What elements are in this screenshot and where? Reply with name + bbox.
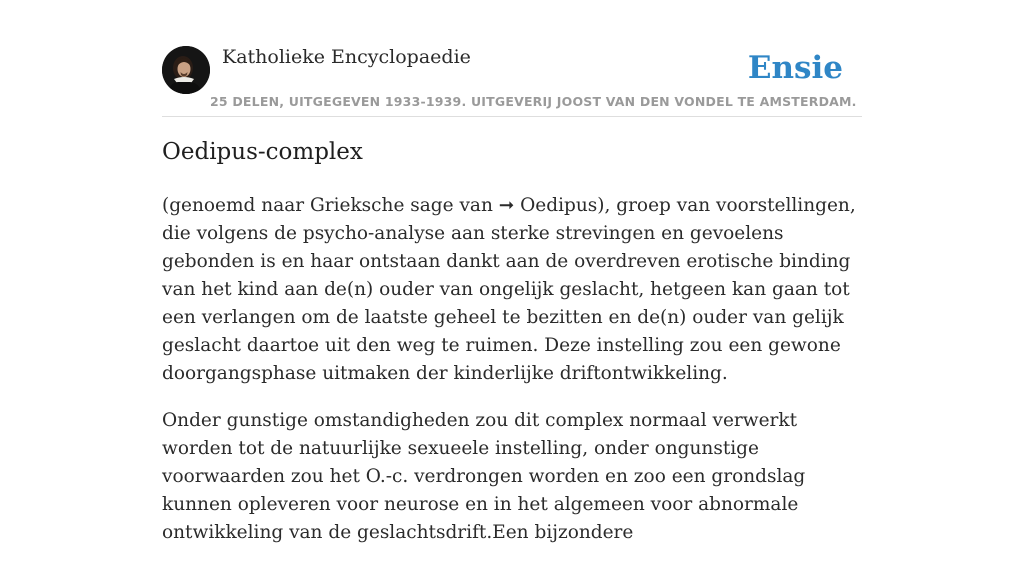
page-container [162,0,862,543]
article-paragraph: Onder gunstige omstandigheden zou dit complex normaal verwerkt worden tot de natuurlijke sexueele instelling, onder ongunstige voorwaarden zou het O.-c. verdrongen worden en zoo een grondslag kunnen opleveren voor neurose en in het algemeen voor abnormale ontwikkeling van de geslachtsdrift.Een bijzondere [162,410,806,543]
article-body [162,192,862,566]
ensie-logo-link[interactable]: Ensie [747,50,843,86]
paragraph-text: (genoemd naar Grieksche sage van [162,195,499,216]
publication-header [162,0,862,117]
avatar[interactable] [162,46,210,94]
portrait-avatar-icon [162,46,210,94]
publication-meta: 25 DELEN, UITGEGEVEN 1933-1939. UITGEVERIJ JOOST VAN DEN VONDEL TE AMSTERDAM. [210,94,857,109]
paragraph-text: ), groep van voorstellingen, die volgens de psycho-analyse aan sterke strevingen en gevoelens gebonden is en haar ontstaan dankt aan de overdreven erotische binding van het kind aan de(n) ouder van ongelijk geslacht, hetgeen kan gaan tot een verlangen om de laatste geheel te bezitten en de(n) ouder van gelijk geslacht daartoe uit den weg te ruimen. Deze instelling zou een gewone doorgangsphase uitmaken der kinderlijke driftontwikkeling. [162,195,856,384]
publication-title[interactable]: Katholieke Encyclopaedie [222,46,471,68]
article-paragraph [162,192,862,388]
cross-reference-link[interactable]: ➞ Oedipus [498,195,598,216]
article-title: Oedipus-complex [162,139,363,165]
